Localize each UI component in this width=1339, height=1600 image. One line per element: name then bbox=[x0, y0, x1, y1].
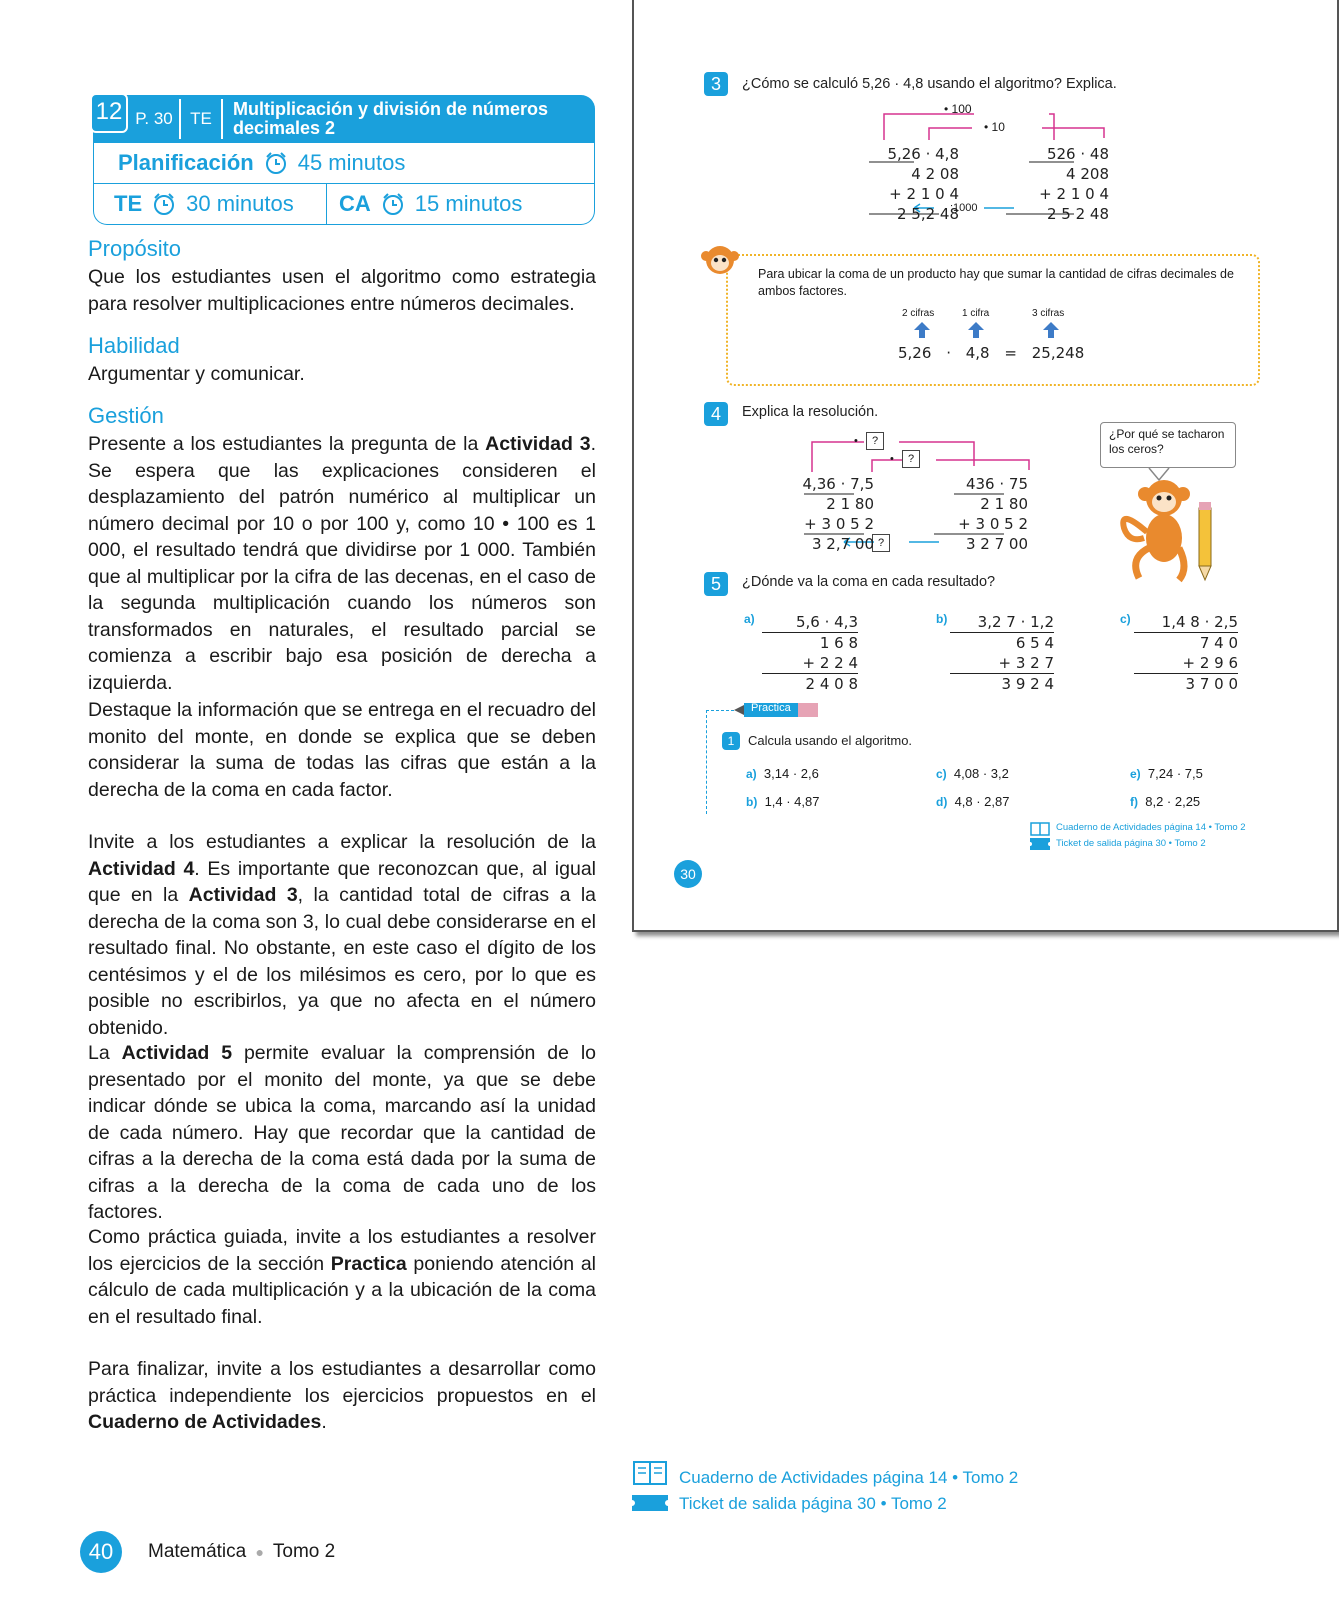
exercise-f: f) 8,2 · 2,25 bbox=[1130, 794, 1201, 809]
page-ref-ticket: Ticket de salida página 30 • Tomo 2 bbox=[1056, 838, 1206, 849]
exercise-e: e) 7,24 · 7,5 bbox=[1130, 766, 1203, 781]
header-divider bbox=[221, 99, 223, 139]
question-box-2: ? bbox=[902, 450, 920, 468]
alarm-clock-icon bbox=[264, 151, 288, 175]
ca-time: 15 minutos bbox=[414, 191, 523, 216]
practica-dashed-line bbox=[706, 710, 707, 814]
gestion-paragraph-1: Presente a los estudiantes la pregunta de la Actividad 3. Se espera que las explicaciones consideren el desplazamiento del patrón numérico al multiplicar un número decimal por 10 o por 100 y, como 10 • 100 es 1 000, el resultado tendrá que dividirse por 1 000. También que al multiplicar por la cifra de las decenas, en el caso de la segunda multiplicación cuando los números son transformados en naturales, el resultado parcial se comienza a escribir bajo esa posición de derecha a izquierda. bbox=[88, 433, 596, 694]
page-ref: P. 30 bbox=[135, 109, 173, 128]
row-divider bbox=[326, 184, 327, 224]
lesson-title: Multiplicación y división de números decimales 2 bbox=[233, 99, 549, 138]
activity-5-badge: 5 bbox=[704, 572, 728, 596]
alarm-clock-icon bbox=[381, 192, 405, 216]
activity-4-badge: 4 bbox=[704, 402, 728, 426]
te-tag: TE bbox=[190, 109, 212, 128]
exercise-b: b) 1,4 · 4,87 bbox=[746, 794, 820, 809]
practica-dashed-line-top bbox=[706, 710, 734, 711]
activity-5-op-a: 5,6 · 4,3 1 6 8 + 2 2 4 2 4 0 8 bbox=[762, 612, 858, 694]
up-arrows bbox=[914, 322, 1074, 340]
student-page-thumbnail bbox=[632, 0, 1339, 932]
activity-3-left-op: 5,26 · 4,8 4 2 08 + 2 1 0 4 2 5,2 48 bbox=[887, 145, 959, 223]
gestion-paragraph-6: Para finalizar, invite a los estudiantes a desarrollar como práctica independiente los ejercicios propuestos en el Cuaderno de Actividades. bbox=[88, 1358, 596, 1433]
gestion-title: Gestión bbox=[88, 403, 164, 428]
cuaderno-link[interactable]: Cuaderno de Actividades página 14 • Tomo 2 bbox=[679, 1468, 1019, 1487]
divide-1000-label: :1000 bbox=[950, 202, 978, 214]
book-icon bbox=[1030, 822, 1050, 836]
planning-row bbox=[93, 143, 595, 184]
exercise-d: d) 4,8 · 2,87 bbox=[936, 794, 1010, 809]
activity-4-dot-1: • bbox=[854, 435, 858, 447]
gestion-paragraph-5: Como práctica guiada, invite a los estudiantes a resolver los ejercicios de la sección Practica poniendo atención al cálculo de cada multiplicación y a la ubicación de la coma en el resultado final. bbox=[88, 1226, 596, 1328]
lesson-number: 12 bbox=[90, 93, 128, 133]
activity-3-badge: 3 bbox=[704, 72, 728, 96]
activity-3-question: ¿Cómo se calculó 5,26 · 4,8 usando el algoritmo? Explica. bbox=[742, 76, 1117, 92]
gestion-paragraph-2: Destaque la información que se entrega en el recuadro del monito del monte, en donde se explica que se deben considerar la suma de todas las cifras que están a la derecha de la coma en cada factor. bbox=[88, 699, 596, 801]
speech-bubble: ¿Por qué se tacharon los ceros? bbox=[1100, 422, 1236, 468]
page-ref-cuaderno: Cuaderno de Actividades página 14 • Tomo 2 bbox=[1056, 822, 1246, 833]
alarm-clock-icon bbox=[152, 192, 176, 216]
gestion-paragraph-3: Invite a los estudiantes a explicar la resolución de la Actividad 4. Es importante que reconozcan que, al igual que en la Actividad 3, la cantidad total de cifras a la derecha de la coma son 3, lo cual debe considerarse en el resultado final. No obstante, en este caso el dígito de los centésimos y el de los milésimos es cero, por lo que es posible no escribirlos, ya que no afecta en el número obtenido. bbox=[88, 831, 597, 1039]
te-time: 30 minutos bbox=[186, 191, 294, 216]
activity-5-label-c: c) bbox=[1120, 612, 1131, 626]
tip-equation: 5,26 · 4,8 = 25,248 bbox=[898, 344, 1085, 362]
question-box-3: ? bbox=[872, 534, 890, 552]
planning-label: Planificación bbox=[118, 150, 254, 175]
times-100-label: • 100 bbox=[944, 102, 972, 116]
ca-label: CA bbox=[339, 191, 371, 216]
activity-5-question: ¿Dónde va la coma en cada resultado? bbox=[742, 574, 996, 590]
page-number: 40 bbox=[80, 1531, 122, 1573]
activity-5-label-b: b) bbox=[936, 612, 948, 626]
activity-4-left-op: 4,36 · 7,5 2 1 80 + 3 0 5 2 3 2,7 00 bbox=[802, 475, 874, 553]
monkey-illustration-icon bbox=[1109, 468, 1249, 588]
footer-subject: Matemática ● Tomo 2 bbox=[148, 1541, 336, 1562]
activity-4-right-op: 436 · 75 2 1 80 + 3 0 5 2 3 2 7 00 bbox=[958, 475, 1028, 553]
practica-1-text: Calcula usando el algoritmo. bbox=[748, 733, 913, 748]
habilidad-title: Habilidad bbox=[88, 333, 180, 358]
te-label: TE bbox=[114, 191, 143, 216]
planning-time: 45 minutos bbox=[297, 150, 406, 175]
ticket-icon bbox=[1030, 838, 1050, 850]
ticket-icon bbox=[632, 1493, 668, 1513]
habilidad-text: Argumentar y comunicar. bbox=[88, 363, 305, 385]
ticket-link[interactable]: Ticket de salida página 30 • Tomo 2 bbox=[679, 1494, 947, 1513]
activity-3-right-op: 526 · 48 4 208 + 2 1 0 4 2 5 2 48 bbox=[1039, 145, 1109, 223]
exercise-c: c) 4,08 · 3,2 bbox=[936, 766, 1009, 781]
book-icon bbox=[632, 1460, 668, 1486]
proposito-title: Propósito bbox=[88, 236, 181, 261]
lesson-header bbox=[93, 95, 595, 225]
tip-text: Para ubicar la coma de un producto hay que sumar la cantidad de cifras decimales de ambos factores. bbox=[758, 267, 1234, 298]
activity-5-label-a: a) bbox=[744, 612, 755, 626]
exercise-a: a) 3,14 · 2,6 bbox=[746, 766, 819, 781]
footer-dot: ● bbox=[255, 1544, 264, 1560]
tip-label-1-cifra: 1 cifra bbox=[962, 308, 990, 319]
times-10-label: • 10 bbox=[984, 120, 1005, 134]
activity-4-dot-2: • bbox=[890, 453, 894, 465]
activity-5-op-b: 3,2 7 · 1,2 6 5 4 + 3 2 7 3 9 2 4 bbox=[950, 612, 1054, 694]
proposito-text: Que los estudiantes usen el algoritmo como estrategia para resolver multiplicaciones entre números decimales. bbox=[88, 266, 596, 315]
te-ca-row bbox=[93, 184, 595, 225]
header-divider bbox=[179, 99, 181, 139]
activity-4-question: Explica la resolución. bbox=[742, 404, 879, 420]
gestion-paragraph-4: La Actividad 5 permite evaluar la comprensión de lo presentado por el monito del monte, ya que se debe indicar dónde se ubica la coma, marcando así la unidad de cada número. Hay que recordar que la cantidad de cifras a la derecha de la coma está dada por la suma de cifras a la derecha de la coma de cada uno de los factores. bbox=[88, 1042, 597, 1223]
tip-label-2-cifras: 2 cifras bbox=[902, 308, 935, 319]
monkey-head-icon bbox=[700, 242, 740, 278]
practica-label: Practica bbox=[751, 702, 791, 714]
student-page-number: 30 bbox=[674, 860, 702, 888]
question-box-1: ? bbox=[866, 432, 884, 450]
activity-5-op-c: 1,4 8 · 2,5 7 4 0 + 2 9 6 3 7 0 0 bbox=[1134, 612, 1238, 694]
practica-1-badge: 1 bbox=[722, 732, 740, 750]
tip-label-3-cifras: 3 cifras bbox=[1032, 308, 1065, 319]
